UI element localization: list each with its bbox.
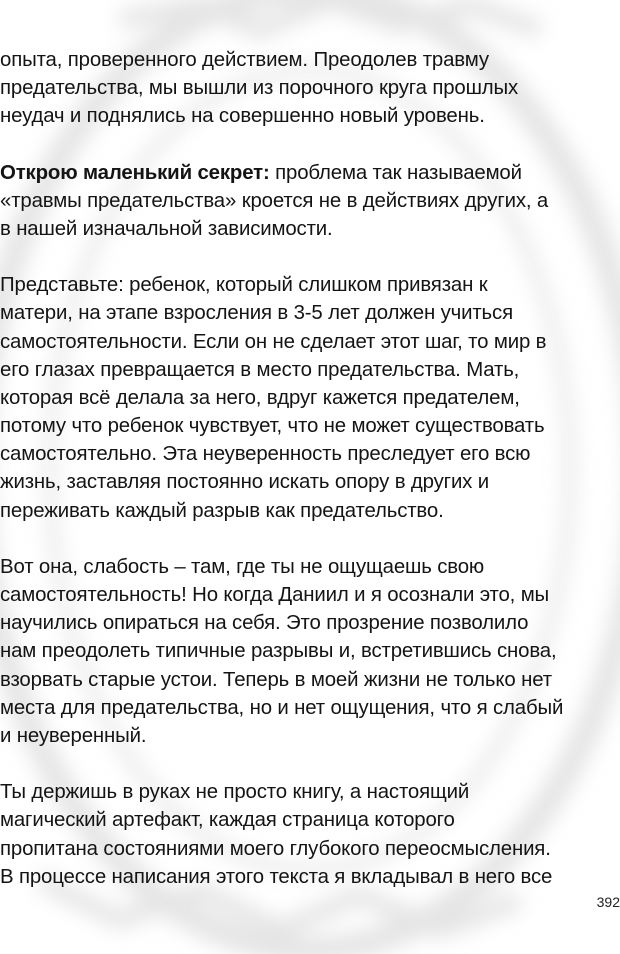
text-line: Вот она, слабость – там, где ты не ощущаешь свою	[0, 555, 485, 578]
text-line: его глазах превращается в место предательства. Мать,	[0, 358, 520, 381]
paragraph-2	[0, 159, 612, 244]
text-line: «травмы предательства» кроется не в действиях других, а	[0, 189, 549, 212]
text-line: самостоятельность! Но когда Даниил и я осознали это, мы	[0, 584, 550, 606]
text-fragment: проблема так называемой	[269, 161, 522, 184]
text-line: матери, на этапе взросления в 3-5 лет должен учиться	[0, 302, 513, 325]
text-line: жизнь, заставляя постоянно искать опору в других и	[0, 471, 489, 494]
text-line: и неуверенный.	[0, 724, 147, 747]
text-line: магический артефакт, каждая страница которого	[0, 809, 455, 832]
page-number: 392	[596, 894, 620, 910]
text-line: научились опираться на себя. Это прозрение позволило	[0, 612, 529, 635]
text-line: Представьте: ребенок, который слишком привязан к	[0, 274, 488, 297]
text-line	[0, 159, 612, 187]
text-line: потому что ребенок чувствует, что не может существовать	[0, 415, 545, 438]
text-line: неудач и поднялись на совершенно новый уровень.	[0, 105, 485, 128]
text-line: взорвать старые устои. Теперь в моей жизни не только нет	[0, 668, 552, 691]
text-body	[0, 46, 612, 919]
text-line: самостоятельно. Эта неуверенность преследует его всю	[0, 443, 531, 466]
text-line: В процессе написания этого текста я вкладывал в него все	[0, 865, 553, 888]
text-line: пропитана состояниями моего глубокого переосмысления.	[0, 837, 551, 860]
paragraph-3	[0, 271, 612, 525]
text-line: в нашей изначальной зависимости.	[0, 217, 333, 240]
paragraph-1	[0, 46, 612, 131]
text-line: самостоятельности. Если он не сделает этот шаг, то мир в	[0, 330, 547, 353]
text-line: которая всё делала за него, вдруг кажется предателем,	[0, 386, 520, 409]
text-line: Ты держишь в руках не просто книгу, а настоящий	[0, 781, 470, 804]
bold-lead-text: Открою маленький секрет:	[0, 161, 270, 184]
text-line: переживать каждый разрыв как предательство.	[0, 499, 444, 522]
text-line: опыта, проверенного действием. Преодолев травму	[0, 49, 489, 71]
paragraph-5	[0, 778, 612, 891]
text-line: предательства, мы вышли из порочного круга прошлых	[0, 77, 519, 100]
text-line: места для предательства, но и нет ощущения, что я слабый	[0, 696, 564, 719]
text-line: нам преодолеть типичные разрывы и, встретившись снова,	[0, 640, 557, 663]
paragraph-4	[0, 553, 612, 750]
